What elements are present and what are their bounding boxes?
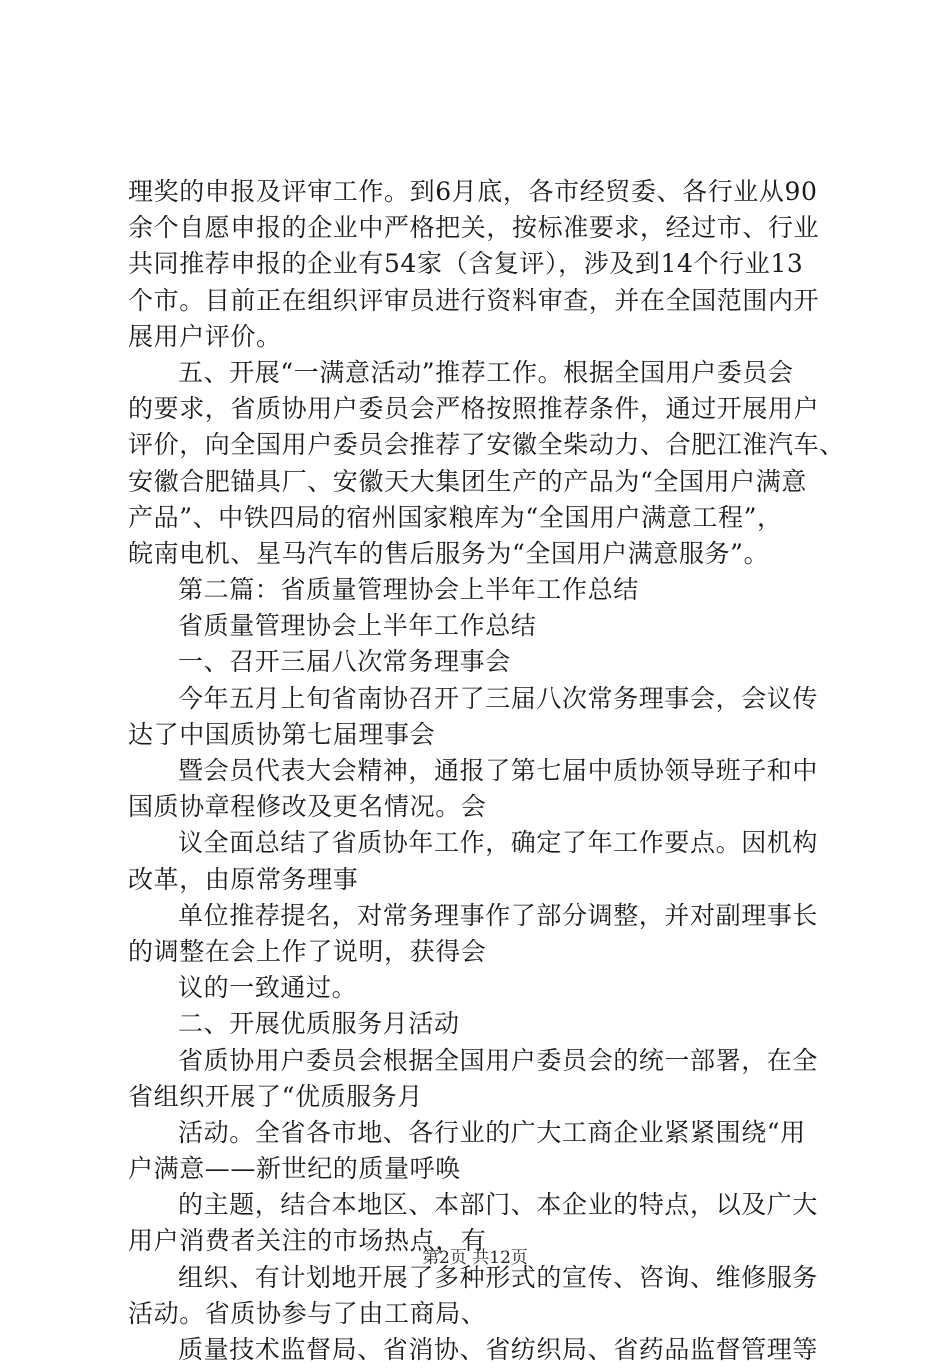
text-line: 议全面总结了省质协年工作，确定了年工作要点。因机构 <box>178 828 819 858</box>
text-line: 活动。省质协参与了由工商局、 <box>128 1298 487 1328</box>
text-line: 今年五月上旬省南协召开了三届八次常务理事会，会议传 <box>178 683 819 713</box>
text-line: 达了中国质协第七届理事会 <box>128 719 436 749</box>
text-line: 一、召开三届八次常务理事会 <box>178 647 511 677</box>
text-line: 共同推荐申报的企业有54家（含复评），涉及到14个行业13 <box>128 249 804 279</box>
text-line: 产品”、中铁四局的宿州国家粮库为“全国用户满意工程”， <box>128 502 783 532</box>
text-line: 的要求，省质协用户委员会严格按照推荐条件，通过开展用户 <box>128 394 820 424</box>
text-line: 省组织开展了“优质服务月 <box>128 1081 423 1111</box>
text-line: 单位推荐提名，对常务理事作了部分调整，并对副理事长 <box>178 900 819 930</box>
text-line: 省质协用户委员会根据全国用户委员会的统一部署，在全 <box>178 1045 819 1075</box>
text-line: 户满意——新世纪的质量呼唤 <box>128 1154 461 1184</box>
text-line: 个市。目前正在组织评审员进行资料审查，并在全国范围内开 <box>128 285 820 315</box>
text-line: 活动。全省各市地、各行业的广大工商企业紧紧围绕“用 <box>178 1117 806 1147</box>
text-line: 安徽合肥锚具厂、安徽天大集团生产的产品为“全国用户满意 <box>128 466 807 496</box>
text-line: 展用户评价。 <box>128 321 282 351</box>
text-line: 理奖的申报及评审工作。到6月底，各市经贸委、各行业从90 <box>128 177 818 206</box>
text-line: 议的一致通过。 <box>178 973 358 1003</box>
text-line: 组织、有计划地开展了多种形式的宣传、咨询、维修服务 <box>178 1262 819 1292</box>
text-line: 二、开展优质服务月活动 <box>178 1009 460 1039</box>
text-line: 的主题，结合本地区、本部门、本企业的特点，以及广大 <box>178 1190 819 1220</box>
text-line: 用户消费者关注的市场热点，有 <box>128 1226 487 1256</box>
document-body <box>128 174 848 1368</box>
text-line: 改革，由原常务理事 <box>128 864 359 894</box>
page-footer: 第2页 共12页 <box>422 1248 528 1268</box>
text-line: 五、开展“一满意活动”推荐工作。根据全国用户委员会 <box>178 357 794 387</box>
text-line: 余个自愿申报的企业中严格把关，按标准要求，经过市、行业 <box>128 213 820 243</box>
text-line: 皖南电机、星马汽车的售后服务为“全国用户满意服务”。 <box>128 538 770 568</box>
text-line: 质量技术监督局、省消协、省纺织局、省药品监督管理等 <box>178 1335 819 1364</box>
text-line: 第二篇：省质量管理协会上半年工作总结 <box>178 575 639 605</box>
text-line: 的调整在会上作了说明，获得会 <box>128 936 487 966</box>
text-line: 国质协章程修改及更名情况。会 <box>128 792 487 822</box>
text-line: 评价，向全国用户委员会推荐了安徽全柴动力、合肥江淮汽车、 <box>128 430 845 460</box>
text-line: 暨会员代表大会精神，通报了第七届中质协领导班子和中 <box>178 756 819 785</box>
text-line: 省质量管理协会上半年工作总结 <box>178 611 537 641</box>
